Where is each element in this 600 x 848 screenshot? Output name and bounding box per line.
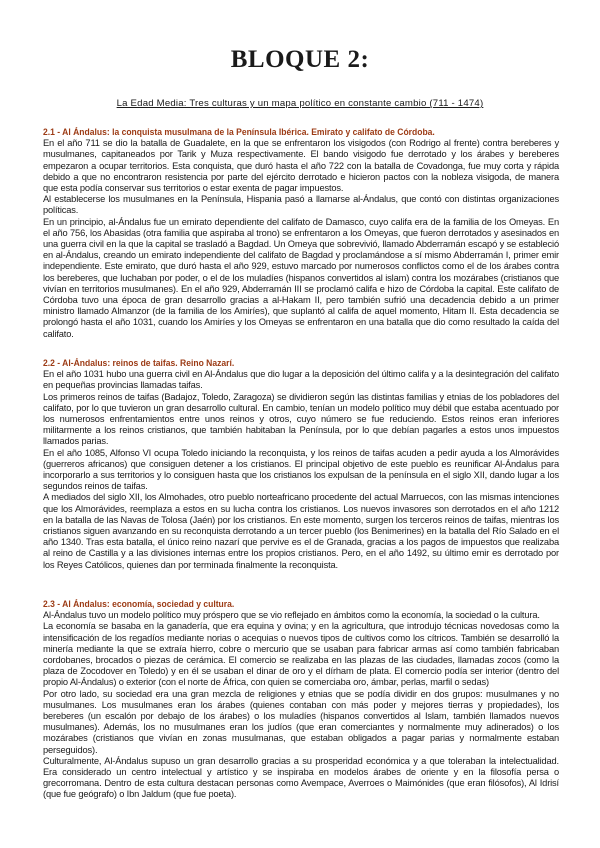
document-subtitle: La Edad Media: Tres culturas y un mapa político en constante cambio (711 - 1474) [116, 98, 484, 109]
section-heading: 2.2 - Al-Ándalus: reinos de taifas. Reino Nazarí. [43, 358, 235, 368]
section-2-1 [43, 127, 559, 340]
paragraph: Al establecerse los musulmanes en la Península, Hispania pasó a llamarse al-Ándalus, que contó con distintas organizaciones políticas. [43, 194, 559, 216]
paragraph: Por otro lado, su sociedad era una gran mezcla de religiones y etnias que se podía dividir en dos grupos: musulmanes y no musulmanes. Los musulmanes eran los árabes (quienes contaban con más poder y mejores tierras y propiedades), los bereberes (un escalón por debajo de los árabes) o los muladíes (hispanos convertidos al Islam, también llamados nuevos musulmanes). Además, los no musulmanes eran los judíos (que eran comerciantes y normalmente muy adinerados) o los mozárabes (cristianos que vivían en zonas musulmanas, que estaban obligados a pagar parias y normalmente estaban perseguidos). [43, 688, 559, 755]
paragraph: Culturalmente, Al-Ándalus supuso un gran desarrollo gracias a su prosperidad económica y a que toleraban la intelectualidad. Era considerado un centro intelectual y artístico y se inspiraba en modelos árabes de oriente y en la filosofía persa o grecorromana. Dentro de esta cultura destacan personas como Avempace, Averroes o Maimónides (que eran filósofos), Al Idrisí (que fue geógrafo) o Ibn Jaldum (que fue poeta). [43, 755, 559, 800]
section-2-3 [43, 599, 559, 801]
paragraph: En el año 711 se dio la batalla de Guadalete, en la que se enfrentaron los visigodos (con Rodrigo al frente) contra bereberes y musulmanes, capitaneados por Tarik y Muza respectivamente. El bando visigodo fue derrotado y los árabes y bereberes empezaron a ocupar territorios. Esta conquista, que duró hasta el año 722 con la batalla de Covadonga, fue muy corta y rápida debido a que no encontraron resistencia por parte del ejército derrotado e hicieron pactos con la nobleza visigoda, de manera que esta podía conservar sus territorios o estar exenta de pagar impuestos. [43, 138, 559, 194]
section-heading: 2.3 - Al Ándalus: economía, sociedad y cultura. [43, 599, 235, 609]
paragraph: Los primeros reinos de taifas (Badajoz, Toledo, Zaragoza) se dividieron según las distintas familias y etnias de los pobladores del califato, por lo que tuvieron un gran desarrollo cultural. En cambio, tenían un modelo político muy débil que estaba acentuado por los numerosos enfrentamientos entre unos reinos y otros, cuyo número se fue reduciendo. Estos reinos eran inferiores militarmente a los reinos cristianos, que también habitaban la Península, por lo que debían pagarles a estos unos impuestos llamados parias. [43, 391, 559, 447]
document-title: BLOQUE 2: [230, 46, 370, 73]
section-heading: 2.1 - Al Ándalus: la conquista musulmana de la Península Ibérica. Emirato y califato de Córdoba. [43, 127, 435, 137]
paragraph: En el año 1085, Alfonso VI ocupa Toledo iniciando la reconquista, y los reinos de taifas acuden a pedir ayuda a los Almorávides (guerreros africanos) que consiguen detener a los cristianos. El principal objetivo de este pueblo es reunificar Al-Ándalus para incorporarlo a sus territorios y lo consiguen hasta que los cristianos los expulsan de la península en el siglo XII, dando lugar a los segundos reinos de taifas. [43, 447, 559, 492]
paragraph: En el año 1031 hubo una guerra civil en Al-Ándalus que dio lugar a la deposición del último califa y a la desintegración del califato en pequeñas provincias llamadas taifas. [43, 369, 559, 391]
paragraph: La economía se basaba en la ganadería, que era equina y ovina; y en la agricultura, que introdujo técnicas novedosas como la intensificación de los regadíos mediante norias o acequias o nuevos tipos de cultivos como los cítricos. También se desarrolló la minería mediante la que se extraía hierro, cobre o mercurio que se usaban para fabricar armas así como también fabricaban cordobanes, brocados o piezas de cerámica. El comercio se realizaba en las plazas de las ciudades, llamadas zocos (como la plaza de Zocodover en Toledo) y en él se usaban el dinar de oro y el dírham de plata. El comercio podía ser interior (dentro del propio Al-Ándalus) o exterior (con el norte de África, con quien se comerciaba oro, ámbar, perlas, marfil o sedas) [43, 621, 559, 688]
section-2-2 [43, 358, 559, 571]
paragraph: Al-Ándalus tuvo un modelo político muy próspero que se vio reflejado en ámbitos como la economía, la sociedad o la cultura. [43, 610, 540, 621]
paragraph: En un principio, al-Ándalus fue un emirato dependiente del califato de Damasco, cuyo califa era de la familia de los Omeyas. En el año 756, los Abasidas (otra familia que aspiraba al trono) se enfrentaron a los Omeyas, que fueron derrotados y asesinados en una guerra civil en la que la capital se trasladó a Bagdad. Un Omeya que sobrevivió, llamado Abderramán escapó y se estableció en al-Ándalus, creando un emirato independiente del califato de Bagdad y proclamándose a sí mismo Abderramán I, primer emir independiente. Este emirato, que duró hasta el año 929, estuvo marcado por numerosos conflictos como el de los árabes contra los bereberes, que luchaban por poder, o el de los muladíes (hispanos convertidos al islam) contra los mozárabes (cristianos que vivían en territorios musulmanes). En el año 929, Abderramán III se proclamó califa e hizo de Córdoba la capital. Este califato de Córdoba tuvo una época de gran desarrollo gracias a al-Hakam II, pero también sufrió una decadencia debido a un primer ministro llamado Almanzor (de la familia de los Amiríes), que suplantó al califa de aquel momento, Hitam II. Esta decadencia se prolongó hasta el año 1031, cuando los Amiríes y los Omeyas se enfrentaron en una batalla que dio como resultado la caída del califato. [43, 216, 559, 339]
paragraph: A mediados del siglo XII, los Almohades, otro pueblo norteafricano procedente del actual Marruecos, con las mismas intenciones que los Almorávides, reemplaza a estos en su lucha contra los cristianos. Los nuevos invasores son derrotados en el año 1212 en la batalla de las Navas de Tolosa (Jaén) por los cristianos. En este momento, surgen los terceros reinos de taifas, mientras los cristianos siguen avanzando en su reconquista derrotando a un tercer pueblo (los Benimerines) en la batalla del Río Salado en el año 1340. Tras esta batalla, el único reino nazarí que pervive es el de Granada, gracias a los pagos de impuestos que realizaba al reino de Castilla y a las divisiones internas entre los propios cristianos. Pero, en el año 1492, su último emir es derrotado por los Reyes Católicos, quienes dan por terminada finalmente la reconquista. [43, 492, 559, 570]
